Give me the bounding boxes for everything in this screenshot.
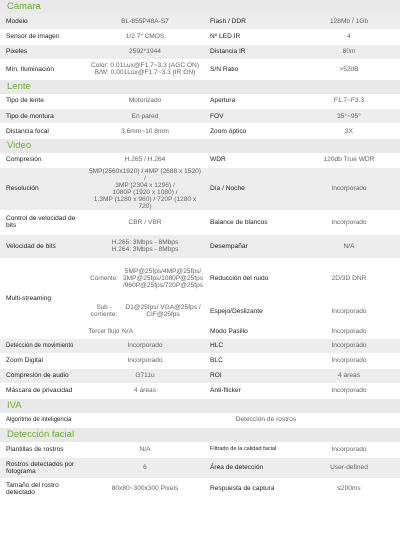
spec-label: Respuesta de captura — [204, 478, 298, 499]
spec-value — [86, 59, 204, 79]
spec-value: 128Mb / 1Gb — [298, 14, 400, 29]
spec-label: Nº LED IR — [204, 29, 298, 44]
table-row — [0, 383, 400, 398]
table-row — [0, 442, 400, 457]
spec-label: Detección de movimiento — [0, 338, 86, 353]
spec-value: Incorporado — [298, 167, 400, 210]
table-row — [0, 124, 400, 139]
spec-value-line: /960P@25fps/720P@25fps — [122, 281, 204, 289]
streaming-sub-values — [122, 304, 204, 318]
spec-value: Detección de rostros — [132, 413, 400, 428]
spec-value: CBR / VBR — [86, 210, 204, 234]
spec-label: Resolución — [0, 167, 86, 210]
spec-value: 35°~95° — [298, 109, 400, 124]
spec-value: 4 áreas — [298, 368, 400, 383]
table-row — [0, 338, 400, 353]
spec-value-line: B/W: 0.001Lux@F1.7~3.3 (IR ON) — [94, 69, 196, 76]
spec-label: S/N Ratio — [204, 59, 298, 79]
spec-value: N/A — [298, 234, 400, 258]
spec-value: Incorporado — [298, 338, 400, 353]
spec-value: >52dB — [298, 59, 400, 79]
streaming-tercer-value: N/A — [122, 328, 204, 335]
table-row — [0, 29, 400, 44]
table-row — [0, 153, 400, 167]
section-video-title: Video — [0, 139, 400, 153]
spec-value: G711u — [86, 368, 204, 383]
streaming-corriente-values — [122, 268, 204, 289]
spec-label: Pixeles — [0, 44, 86, 59]
spec-value: F1.7~F3.3 — [298, 94, 400, 109]
spec-label: Tamaño del rostro detectado — [0, 478, 86, 499]
spec-value-line: 5MP@25fps/4MP@25fps/ — [124, 267, 202, 275]
spec-value: 1/2.7" CMOS — [86, 29, 204, 44]
table-row — [0, 478, 400, 499]
table-row — [0, 59, 400, 79]
spec-value: 2592*1944 — [86, 44, 204, 59]
spec-label: Máscara de privacidad — [0, 383, 86, 398]
table-iva — [0, 413, 400, 429]
spec-label: Velocidad de bits — [0, 234, 86, 258]
spec-label: Día / Noche — [204, 167, 298, 210]
spec-value-line: 1.3MP (1280 x 960) / 720P (1280 x 720) — [93, 195, 197, 210]
spec-label: Distancia focal — [0, 124, 86, 139]
spec-label: Sensor de imagen — [0, 29, 86, 44]
table-facial — [0, 442, 400, 500]
spec-label: Compresión — [0, 153, 86, 167]
spec-value: 2D/3D DNR — [298, 258, 400, 298]
streaming-corriente-cell — [86, 258, 204, 298]
section-lente-title: Lente — [0, 80, 400, 94]
spec-value: BL-855P48A-S7 — [86, 14, 204, 29]
table-camara — [0, 14, 400, 80]
table-row — [0, 234, 400, 258]
spec-value: Incorporado — [298, 210, 400, 234]
spec-value — [86, 234, 204, 258]
spec-value: N/A — [86, 442, 204, 457]
spec-value: Incorporado — [86, 338, 204, 353]
spec-value: Motorizado — [86, 94, 204, 109]
spec-label: Desempañar — [204, 234, 298, 258]
spec-value: Incorporado — [298, 324, 400, 338]
table-video — [0, 153, 400, 399]
spec-value — [86, 167, 204, 210]
spec-label: Reducción del ruido — [204, 258, 298, 298]
spec-value: En pared — [86, 109, 204, 124]
spec-value: Incorporado — [86, 353, 204, 368]
streaming-sub-label: Sub - corriente: — [86, 304, 122, 318]
spec-label: FOV — [204, 109, 298, 124]
spec-label: BLC — [204, 353, 298, 368]
spec-value-line: CIF@25fps — [146, 311, 180, 318]
spec-value: 6 — [86, 457, 204, 478]
table-row — [0, 258, 400, 298]
table-row — [0, 457, 400, 478]
spec-label: Multi-streaming — [0, 258, 86, 338]
spec-value: ≤200ms — [298, 478, 400, 499]
streaming-corriente-label: Corriente: — [86, 268, 122, 289]
spec-label: Zoom Digital — [0, 353, 86, 368]
spec-label: Modo Pasillo — [204, 324, 298, 338]
spec-label: Apertura — [204, 94, 298, 109]
spec-value-line: 1080P (1920 x 1080) / — [112, 188, 178, 196]
spec-value: Incorporado — [298, 353, 400, 368]
table-row — [0, 210, 400, 234]
spec-value-line: D1@25fps/ VGA@25fps / — [125, 304, 201, 311]
section-camara-title: Cámara — [0, 0, 400, 14]
spec-label: Filtrado de la calidad facial — [204, 442, 298, 457]
spec-value: 4 — [298, 29, 400, 44]
spec-label: Área de detección — [204, 457, 298, 478]
spec-label: Espejo/Deslizante — [204, 298, 298, 324]
table-row — [0, 413, 400, 428]
table-row — [0, 167, 400, 210]
spec-label: Rostros detectados por fotograma — [0, 457, 86, 478]
spec-label: Control de velocidad de bits — [0, 210, 86, 234]
spec-label: Compresión de audio — [0, 368, 86, 383]
streaming-tercer-cell — [86, 324, 204, 338]
spec-value-line: 5MP(2560x1920) / 4MP (2688 x 1520) / — [88, 167, 202, 182]
spec-value-line: H.264: 3Mbps - 8Mbps — [111, 246, 179, 253]
spec-label: Balance de blancos — [204, 210, 298, 234]
table-lente — [0, 94, 400, 140]
spec-label: HLC — [204, 338, 298, 353]
spec-label: Modelo — [0, 14, 86, 29]
spec-label: Tipo de montura — [0, 109, 86, 124]
spec-value: User-defined — [298, 457, 400, 478]
table-row — [0, 94, 400, 109]
spec-value: 80m — [298, 44, 400, 59]
spec-value: 80x80~300x300 Pixels — [86, 478, 204, 499]
spec-value: 120db True WDR — [298, 153, 400, 167]
table-row — [0, 353, 400, 368]
spec-value-line: Color: 0.01Lux@F1.7~3.3 (AGC ON) — [90, 62, 200, 69]
table-row — [0, 368, 400, 383]
spec-value: 3.6mm~10.8mm — [86, 124, 204, 139]
spec-value-line: 3MP (2304 x 1296) / — [115, 181, 175, 189]
table-row — [0, 14, 400, 29]
spec-value: 4 áreas — [86, 383, 204, 398]
streaming-tercer-label: Tercer flujo — [86, 328, 122, 335]
spec-value: 3X — [298, 124, 400, 139]
spec-label: ROI — [204, 368, 298, 383]
spec-value: Incorporado — [298, 298, 400, 324]
spec-label: Mín. Iluminación — [0, 59, 86, 79]
spec-value: Incorporado — [298, 383, 400, 398]
spec-label: Zoom óptico — [204, 124, 298, 139]
spec-label: Flash / DDR — [204, 14, 298, 29]
table-row — [0, 44, 400, 59]
spec-label: WDR — [204, 153, 298, 167]
spec-value-line: H.265: 3Mbps - 8Mbps — [111, 239, 179, 246]
spec-label: Algoritmo de inteligencia — [0, 413, 132, 428]
table-row — [0, 109, 400, 124]
spec-label: Tipo de lente — [0, 94, 86, 109]
spec-label: Distancia IR — [204, 44, 298, 59]
spec-value-line: 3MP@25fps/1080P@25fps — [122, 274, 204, 282]
spec-label: Anti-flicker — [204, 383, 298, 398]
streaming-sub-cell — [86, 298, 204, 324]
section-iva-title: IVA — [0, 399, 400, 413]
section-facial-title: Detección facial — [0, 428, 400, 442]
spec-label: Plantillas de rostros — [0, 442, 86, 457]
spec-value: H.265 / H.264 — [86, 153, 204, 167]
spec-value: Incorporado — [298, 442, 400, 457]
